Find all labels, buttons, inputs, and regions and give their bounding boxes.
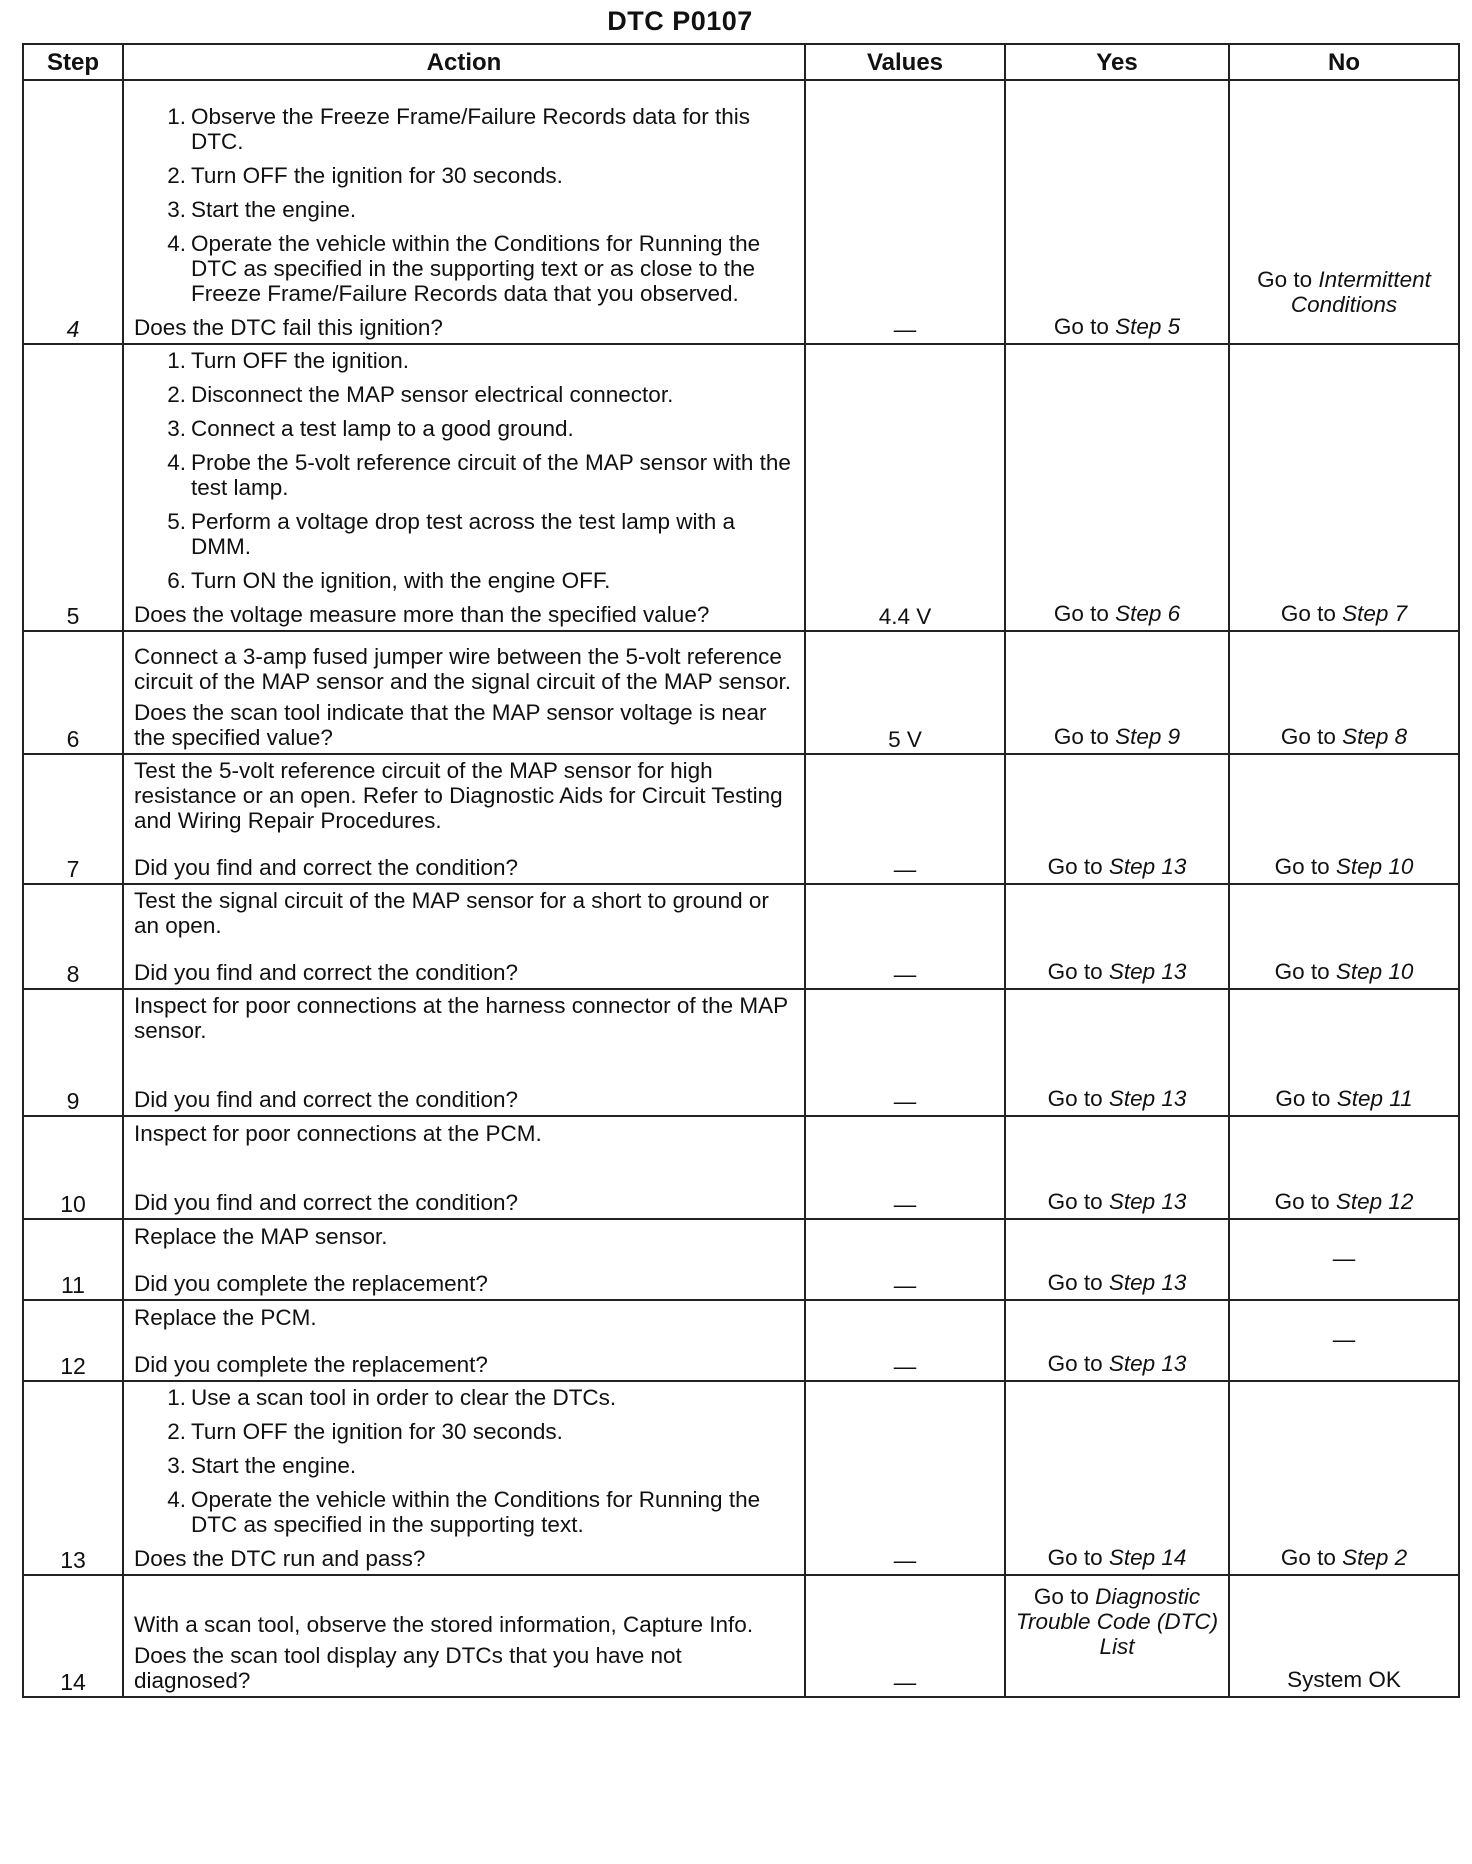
question-text: Does the scan tool display any DTCs that you have not diagnosed? (134, 1643, 682, 1693)
step-number: 13 (23, 1381, 123, 1575)
value-cell: — (805, 1381, 1005, 1575)
list-item: 4. Probe the 5-volt reference circuit of the MAP sensor with the test lamp. (167, 450, 791, 500)
action-text: Replace the PCM. (134, 1305, 317, 1330)
yes-cell: Go to Step 13 (1005, 1219, 1229, 1300)
value-cell: 5 V (805, 631, 1005, 754)
action-cell (123, 884, 805, 989)
list-item: 4. Operate the vehicle within the Conditions for Running the DTC as specified in the supporting text or as close to the Freeze Frame/Failure Records data that you observed. (167, 231, 761, 306)
value-cell: — (805, 1300, 1005, 1381)
header-no: No (1229, 44, 1459, 80)
action-text: Replace the MAP sensor. (134, 1224, 388, 1249)
list-item: 2. Turn OFF the ignition for 30 seconds. (167, 1419, 563, 1444)
list-item: 3. Connect a test lamp to a good ground. (167, 416, 574, 441)
value-cell: — (805, 754, 1005, 884)
no-cell: Go to Step 12 (1229, 1116, 1459, 1219)
no-cell: Go to Step 7 (1229, 344, 1459, 631)
diagnostic-table (22, 43, 1460, 1698)
action-text: Test the signal circuit of the MAP sensor for a short to ground or an open. (134, 888, 769, 938)
header-action: Action (123, 44, 805, 80)
action-cell (123, 1381, 805, 1575)
step-number: 8 (23, 884, 123, 989)
no-cell: — (1229, 1300, 1459, 1381)
no-cell: Go to Step 8 (1229, 631, 1459, 754)
step-number: 14 (23, 1575, 123, 1697)
action-cell (123, 1300, 805, 1381)
action-cell (123, 344, 805, 631)
table-row (23, 884, 1459, 989)
table-row (23, 1381, 1459, 1575)
no-cell: Go to Step 2 (1229, 1381, 1459, 1575)
list-item: 1. Turn OFF the ignition. (167, 348, 410, 373)
action-text: Test the 5-volt reference circuit of the MAP sensor for high resistance or an open. Refer to Diagnostic Aids for Circuit Testing and Wiring Repair Procedures. (134, 758, 783, 833)
value-cell: — (805, 80, 1005, 344)
yes-cell: Go to Step 13 (1005, 754, 1229, 884)
table-row (23, 1116, 1459, 1219)
action-text: Connect a 3-amp fused jumper wire between the 5-volt reference circuit of the MAP sensor and the signal circuit of the MAP sensor. (134, 644, 791, 694)
step-number: 6 (23, 631, 123, 754)
no-cell: — (1229, 1219, 1459, 1300)
yes-cell: Go to Step 13 (1005, 884, 1229, 989)
action-text: Inspect for poor connections at the harness connector of the MAP sensor. (134, 993, 788, 1043)
table-row (23, 989, 1459, 1116)
header-values: Values (805, 44, 1005, 80)
action-cell (123, 1219, 805, 1300)
question-text: Did you complete the replacement? (134, 1271, 488, 1296)
list-item: 1. Observe the Freeze Frame/Failure Records data for this DTC. (167, 104, 750, 154)
table-row (23, 344, 1459, 631)
table-row (23, 1575, 1459, 1697)
no-cell: Go to Step 10 (1229, 754, 1459, 884)
action-cell (123, 989, 805, 1116)
value-cell: — (805, 989, 1005, 1116)
list-item: 1. Use a scan tool in order to clear the DTCs. (167, 1385, 617, 1410)
yes-cell: Go to Step 9 (1005, 631, 1229, 754)
no-cell: System OK (1229, 1575, 1459, 1697)
yes-cell: Go to Step 13 (1005, 1300, 1229, 1381)
table-row (23, 1219, 1459, 1300)
action-cell (123, 80, 805, 344)
no-cell: Go to Step 10 (1229, 884, 1459, 989)
list-item: 3. Start the engine. (167, 197, 357, 222)
action-cell (123, 631, 805, 754)
question-text: Does the scan tool indicate that the MAP sensor voltage is near the specified value? (134, 700, 767, 750)
table-row (23, 80, 1459, 344)
action-cell (123, 1116, 805, 1219)
page-title: DTC P0107 (607, 6, 753, 36)
table-row (23, 631, 1459, 754)
question-text: Did you find and correct the condition? (134, 1190, 518, 1215)
list-item: 3. Start the engine. (167, 1453, 357, 1478)
value-cell: — (805, 1219, 1005, 1300)
step-number: 10 (23, 1116, 123, 1219)
yes-cell: Go to Step 6 (1005, 344, 1229, 631)
yes-cell: Go to Step 13 (1005, 989, 1229, 1116)
yes-cell: Go to Step 14 (1005, 1381, 1229, 1575)
question-text: Did you find and correct the condition? (134, 1087, 518, 1112)
step-number: 11 (23, 1219, 123, 1300)
yes-cell: Go to Step 5 (1005, 80, 1229, 344)
list-item: 5. Perform a voltage drop test across the test lamp with a DMM. (167, 509, 735, 559)
list-item: 6. Turn ON the ignition, with the engine OFF. (167, 568, 611, 593)
step-number: 9 (23, 989, 123, 1116)
value-cell: — (805, 1575, 1005, 1697)
yes-cell: Go to Step 13 (1005, 1116, 1229, 1219)
action-cell (123, 1575, 805, 1697)
yes-cell: Go to Diagnostic Trouble Code (DTC) List (1005, 1575, 1229, 1697)
question-text: Does the DTC run and pass? (134, 1546, 426, 1571)
value-cell: 4.4 V (805, 344, 1005, 631)
question-text: Did you find and correct the condition? (134, 855, 518, 880)
action-text: Inspect for poor connections at the PCM. (134, 1121, 542, 1146)
question-text: Did you find and correct the condition? (134, 960, 518, 985)
question-text: Does the DTC fail this ignition? (134, 315, 443, 340)
list-item: 2. Turn OFF the ignition for 30 seconds. (167, 163, 563, 188)
step-number: 5 (23, 344, 123, 631)
action-text: With a scan tool, observe the stored information, Capture Info. (134, 1612, 754, 1637)
step-number: 7 (23, 754, 123, 884)
step-number: 12 (23, 1300, 123, 1381)
no-cell: Go to Intermittent Conditions (1229, 80, 1459, 344)
table-row (23, 1300, 1459, 1381)
list-item: 2. Disconnect the MAP sensor electrical connector. (167, 382, 674, 407)
value-cell: — (805, 1116, 1005, 1219)
table-row (23, 754, 1459, 884)
header-row (23, 44, 1459, 80)
no-cell: Go to Step 11 (1229, 989, 1459, 1116)
list-item: 4. Operate the vehicle within the Conditions for Running the DTC as specified in the supporting text. (167, 1487, 761, 1537)
value-cell: — (805, 884, 1005, 989)
step-number: 4 (23, 80, 123, 344)
question-text: Does the voltage measure more than the specified value? (134, 602, 710, 627)
header-yes: Yes (1005, 44, 1229, 80)
question-text: Did you complete the replacement? (134, 1352, 488, 1377)
header-step: Step (23, 44, 123, 80)
action-cell (123, 754, 805, 884)
